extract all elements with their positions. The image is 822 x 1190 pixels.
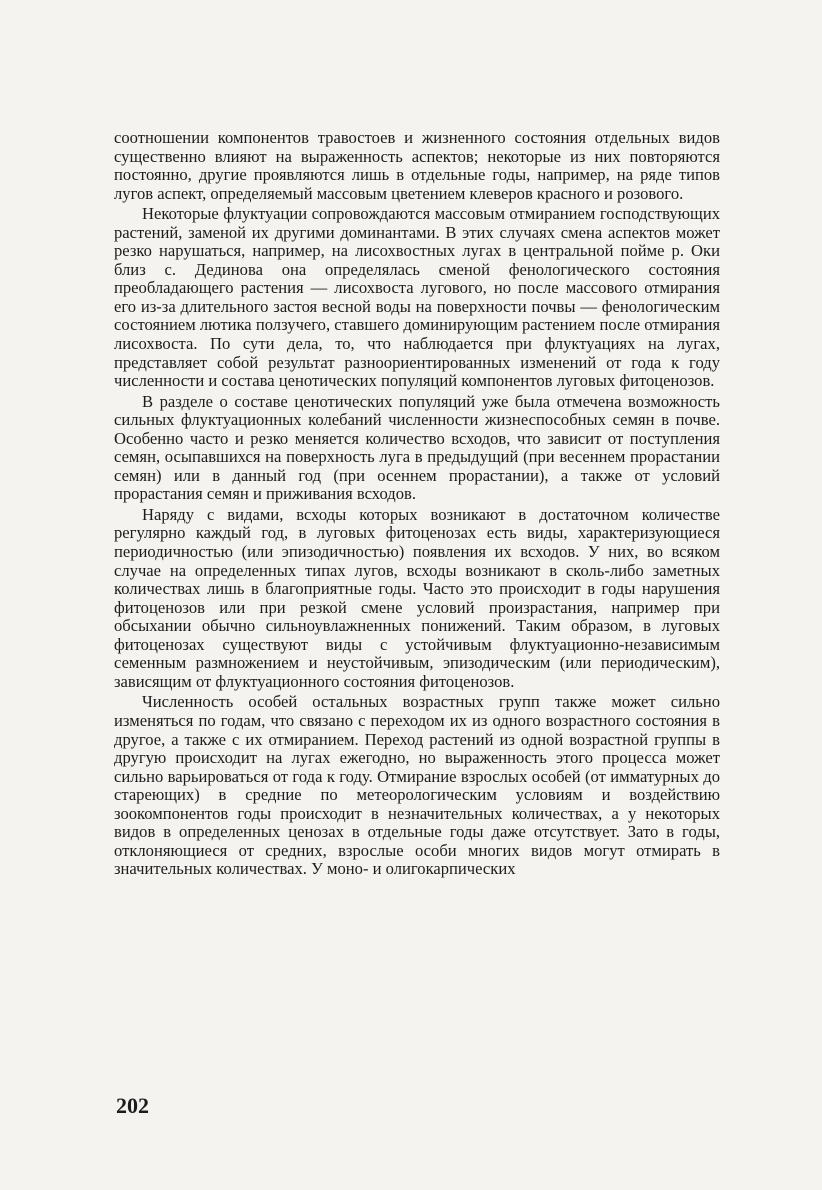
paragraph-1: соотношении компонентов травостоев и жизненного состояния отдельных видов существенно влияют на выраженность аспектов; некоторые из них повторяются постоянно, другие проявляются лишь в отдельные годы, например, на ряде типов лугов аспект, определяемый массовым цветением клеверов красного и розового. (114, 128, 720, 203)
paragraph-3: В разделе о составе ценотических популяций уже была отмечена возможность сильных флуктуационных колебаний численности жизнеспособных семян в почве. Особенно часто и резко меняется количество всходов, что зависит от поступления семян, осыпавшихся на поверхность луга в предыдущий (при весеннем прорастании семян) или в данный год (при осеннем прорастании), а также от условий прорастания семян и приживания всходов. (114, 391, 720, 504)
paragraph-2: Некоторые флуктуации сопровождаются массовым отмиранием господствующих растений, заменой их другими доминантами. В этих случаях смена аспектов может резко нарушаться, например, на лисохвостных лугах в центральной пойме р. Оки близ с. Дединова она определялась сменой фенологического состояния преобладающего растения — лисохвоста лугового, но после массового отмирания его из-за длительного застоя весной воды на поверхности почвы — фенологическим состоянием лютика ползучего, ставшего доминирующим растением после отмирания лисохвоста. По сути дела, то, что наблюдается при флуктуациях на лугах, представляет собой результат разноориентированных изменений от года к году численности и состава ценотических популяций компонентов луговых фитоценозов. (114, 204, 720, 391)
paragraph-4: Наряду с видами, всходы которых возникают в достаточном количестве регулярно каждый год, в луговых фитоценозах есть виды, характеризующиеся периодичностью (или эпизодичностью) появления их всходов. У них, во всяком случае на определенных типах лугов, всходы возникают в сколь-либо заметных количествах лишь в благоприятные годы. Часто это происходит в годы нарушения фитоценозов или при резкой смене условий произрастания, например при обсыхании обычно сильноувлажненных понижений. Таким образом, в луговых фитоценозах существуют виды с устойчивым флуктуационно-независимым семенным размножением и неустойчивым, эпизодическим (или периодическим), зависящим от флуктуационного состояния фитоценозов. (114, 504, 720, 691)
page-number: 202 (116, 1093, 149, 1118)
paragraph-5: Численность особей остальных возрастных групп также может сильно изменяться по годам, что связано с переходом их из одного возрастного состояния в другое, а также с их отмиранием. Переход растений из одной возрастной группы в другую происходит на лугах ежегодно, но выраженность этого процесса может сильно варьироваться от года к году. Отмирание взрослых особей (от имматурных до стареющих) в средние по метеорологическим условиям и воздействию зоокомпонентов годы происходит в незначительных количествах, а у некоторых видов в определенных ценозах в отдельные годы даже отсутствует. Зато в годы, отклоняющиеся от средних, взрослые особи многих видов могут отмирать в значительных количествах. У моно- и олигокарпических (114, 692, 720, 879)
body-text (114, 129, 720, 879)
